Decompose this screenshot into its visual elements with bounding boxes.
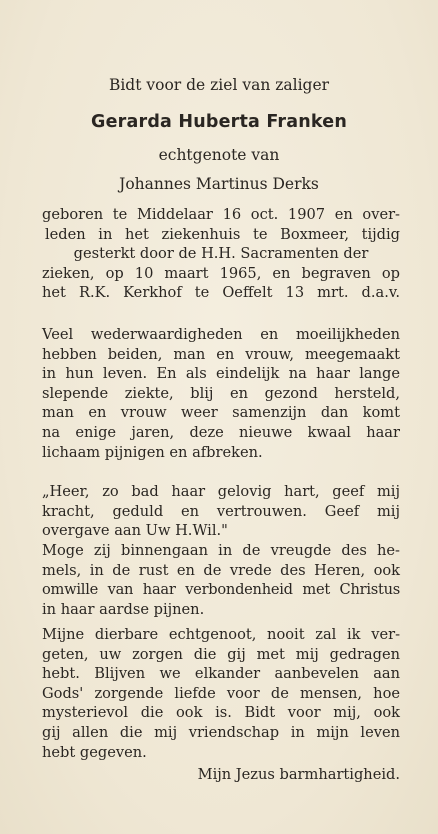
deceased-name: Gerarda Huberta Franken: [91, 112, 347, 132]
text-line: Gods' zorgende liefde voor de mensen, hoe: [42, 684, 400, 702]
text-line: „Heer, zo bad haar gelovig hart, geef mij: [42, 483, 400, 500]
text-line: hebben beiden, man en vrouw, meegemaakt: [42, 345, 400, 363]
text-line: gij allen die mij vriendschap in mijn leven: [42, 723, 400, 741]
bio-line: geboren te Middelaar 16 oct. 1907 en over-: [42, 206, 400, 223]
text-line: mysterievol die ook is. Bidt voor mij, ook: [42, 704, 400, 722]
spouse-name: Johannes Martinus Derks: [119, 175, 319, 193]
biography-paragraph: [42, 205, 400, 303]
text-line: slepende ziekte, blij en gezond hersteld,: [42, 384, 400, 402]
bio-line: leden in het ziekenhuis te Boxmeer, tijdig: [45, 225, 400, 243]
text-line: Moge zij binnengaan in de vreugde des he-: [42, 542, 400, 559]
blessing-paragraph: [42, 541, 400, 619]
text-line: Mijne dierbare echtgenoot, nooit zal ik ver-: [42, 626, 400, 643]
text-line: in haar aardse pijnen.: [42, 600, 205, 618]
farewell-paragraph: [42, 625, 400, 762]
text-line: overgave aan Uw H.Wil.": [42, 522, 228, 540]
text-line: na enige jaren, deze nieuwe kwaal haar: [42, 423, 400, 441]
text-line: geten, uw zorgen die gij met mij gedragen: [42, 645, 400, 663]
text-line: man en vrouw weer samenzijn dan komt: [42, 404, 400, 422]
text-line: kracht, geduld en vertrouwen. Geef mij: [42, 502, 400, 520]
bio-line: zieken, op 10 maart 1965, en begraven op: [42, 264, 400, 282]
text-line: in hun leven. En als eindelijk na haar lange: [42, 365, 400, 383]
life-paragraph: [42, 325, 400, 462]
spouse-intro: echtgenote van: [158, 146, 280, 164]
text-line: omwille van haar verbondenheid met Christus: [42, 581, 400, 599]
bio-line: het R.K. Kerkhof te Oeffelt 13 mrt. d.a.v.: [42, 284, 400, 302]
text-line: hebt gegeven.: [42, 743, 147, 761]
prayer-heading: Bidt voor de ziel van zaliger: [108, 76, 330, 94]
text-line: mels, in de rust en de vrede des Heren, ook: [42, 561, 400, 579]
prayer-quote-paragraph: [42, 482, 400, 541]
text-line: hebt. Blijven we elkander aanbevelen aan: [42, 665, 400, 683]
text-line: lichaam pijnigen en afbreken.: [42, 443, 263, 461]
closing-invocation: Mijn Jezus barmhartigheid.: [197, 766, 400, 783]
text-line: Veel wederwaardigheden en moeilijkheden: [42, 326, 400, 343]
bio-line: gesterkt door de H.H. Sacramenten der: [73, 245, 369, 263]
